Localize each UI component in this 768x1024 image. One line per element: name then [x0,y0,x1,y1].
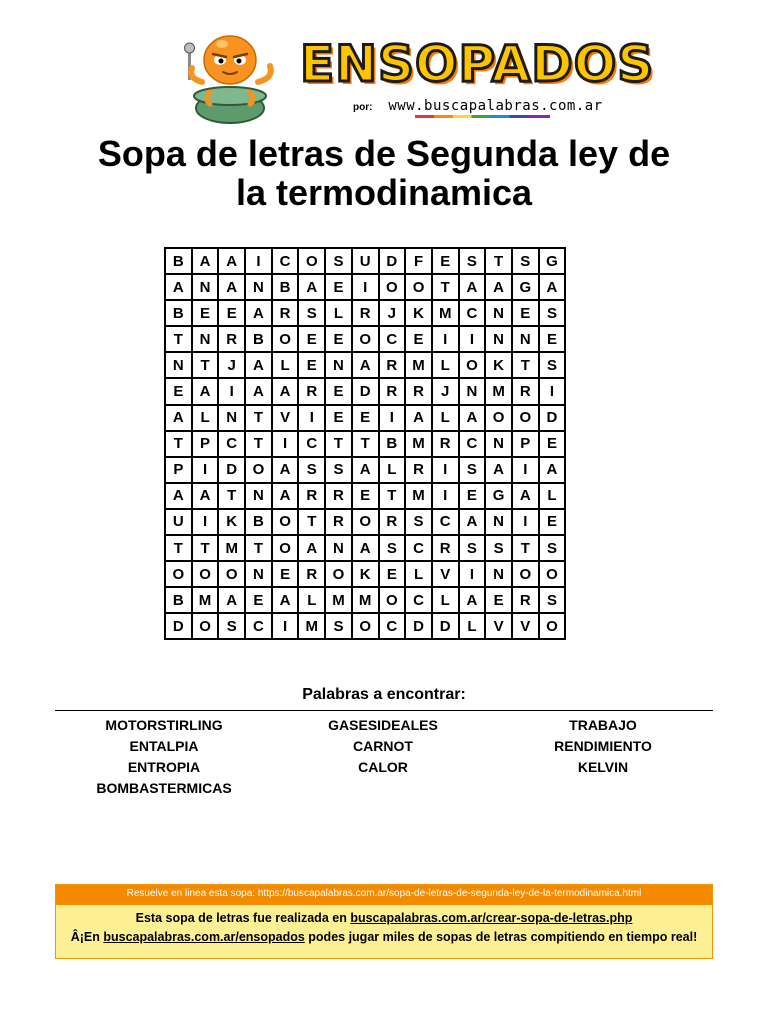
grid-cell[interactable]: J [432,378,459,404]
grid-cell[interactable]: S [298,457,325,483]
create-puzzle-link[interactable]: buscapalabras.com.ar/crear-sopa-de-letras.php [350,911,633,925]
grid-cell[interactable]: E [218,300,245,326]
grid-row [165,431,565,457]
grid-cell[interactable]: S [325,248,352,274]
grid-cell[interactable]: L [405,561,432,587]
grid-row [165,613,565,639]
grid-cell[interactable]: C [459,300,486,326]
grid-cell[interactable]: E [512,300,539,326]
grid-cell[interactable]: O [192,561,219,587]
grid-cell[interactable]: N [245,483,272,509]
grid-cell[interactable]: A [539,457,566,483]
words-heading: Palabras a encontrar: [302,686,466,703]
grid-cell[interactable]: S [539,300,566,326]
grid-cell[interactable]: L [192,405,219,431]
grid-cell[interactable]: E [539,326,566,352]
grid-cell[interactable]: T [245,405,272,431]
grid-cell[interactable]: I [298,405,325,431]
grid-cell[interactable]: M [485,378,512,404]
grid-cell[interactable]: M [352,587,379,613]
grid-cell[interactable]: M [192,587,219,613]
grid-row [165,248,565,274]
grid-cell[interactable]: S [459,457,486,483]
grid-cell[interactable]: T [379,483,406,509]
grid-cell[interactable]: A [459,405,486,431]
grid-cell[interactable]: O [325,561,352,587]
grid-cell[interactable]: D [218,457,245,483]
grid-cell[interactable]: E [432,248,459,274]
grid-cell[interactable]: L [379,457,406,483]
grid-cell[interactable]: N [485,509,512,535]
grid-cell[interactable]: R [432,535,459,561]
grid-cell[interactable]: I [218,378,245,404]
grid-cell[interactable]: R [512,587,539,613]
grid-cell[interactable]: O [298,248,325,274]
grid-cell[interactable]: O [272,326,299,352]
grid-cell[interactable]: R [405,457,432,483]
grid-cell[interactable]: L [432,405,459,431]
ensopados-header [180,30,655,125]
grid-cell[interactable]: S [539,535,566,561]
grid-cell[interactable]: E [298,326,325,352]
grid-cell[interactable]: O [539,561,566,587]
grid-cell[interactable]: T [165,535,192,561]
grid-cell[interactable]: S [459,535,486,561]
grid-cell[interactable]: A [298,274,325,300]
grid-cell[interactable]: I [245,248,272,274]
grid-cell[interactable]: I [192,457,219,483]
grid-cell[interactable]: E [539,431,566,457]
grid-cell[interactable]: R [432,431,459,457]
grid-cell[interactable]: S [298,300,325,326]
grid-cell[interactable]: O [352,326,379,352]
grid-cell[interactable]: A [539,274,566,300]
grid-cell[interactable]: G [512,274,539,300]
grid-cell[interactable]: A [485,274,512,300]
grid-cell[interactable]: E [539,509,566,535]
grid-cell[interactable]: E [405,326,432,352]
grid-cell[interactable]: T [192,352,219,378]
grid-row [165,535,565,561]
grid-cell[interactable]: C [459,431,486,457]
grid-cell[interactable]: J [218,352,245,378]
grid-cell[interactable]: K [485,352,512,378]
grid-cell[interactable]: R [379,352,406,378]
grid-cell[interactable]: K [352,561,379,587]
grid-cell[interactable]: E [379,561,406,587]
grid-cell[interactable]: B [245,509,272,535]
footer-ensopados-prefix: Â¡En [70,930,104,944]
grid-cell[interactable]: N [245,274,272,300]
grid-cell[interactable]: S [405,509,432,535]
grid-cell[interactable]: R [379,509,406,535]
grid-row [165,300,565,326]
grid-cell[interactable]: E [485,587,512,613]
footer-created-line [56,911,712,925]
grid-row [165,457,565,483]
grid-cell[interactable]: E [325,326,352,352]
grid-cell[interactable]: B [165,587,192,613]
footer-created-text: Esta sopa de letras fue realizada en [135,911,351,925]
grid-cell[interactable]: C [405,587,432,613]
word-item: CALOR [358,759,408,775]
grid-cell[interactable]: I [192,509,219,535]
grid-cell[interactable]: T [245,431,272,457]
grid-cell[interactable]: E [272,561,299,587]
grid-cell[interactable]: C [379,613,406,639]
word-item: BOMBASTERMICAS [96,780,232,796]
grid-cell[interactable]: V [272,405,299,431]
grid-cell[interactable]: A [459,274,486,300]
grid-cell[interactable]: A [245,378,272,404]
grid-cell[interactable]: M [405,483,432,509]
grid-cell[interactable]: V [485,613,512,639]
grid-cell[interactable]: E [325,378,352,404]
grid-cell[interactable]: C [272,248,299,274]
grid-cell[interactable]: C [245,613,272,639]
grid-cell[interactable]: L [539,483,566,509]
word-item: CARNOT [353,738,413,754]
grid-cell[interactable]: R [379,378,406,404]
grid-cell[interactable]: S [325,457,352,483]
grid-cell[interactable]: T [298,509,325,535]
grid-cell[interactable]: R [298,561,325,587]
grid-row [165,405,565,431]
grid-cell[interactable]: U [165,509,192,535]
grid-cell[interactable]: R [298,483,325,509]
page-title-line-2: la termodinamica [235,172,533,213]
grid-row [165,326,565,352]
grid-cell[interactable]: C [218,431,245,457]
word-item: KELVIN [577,759,629,775]
grid-cell[interactable]: L [432,352,459,378]
grid-cell[interactable]: E [352,405,379,431]
grid-cell[interactable]: L [325,300,352,326]
grid-cell[interactable]: T [512,535,539,561]
grid-cell[interactable]: M [405,352,432,378]
grid-cell[interactable]: A [352,457,379,483]
grid-cell[interactable]: I [539,378,566,404]
byline-prefix: por: [353,102,373,113]
grid-cell[interactable]: L [432,587,459,613]
grid-cell[interactable]: N [192,326,219,352]
grid-cell[interactable]: D [539,405,566,431]
grid-cell[interactable]: L [459,613,486,639]
grid-cell[interactable]: A [272,378,299,404]
ensopados-link[interactable]: buscapalabras.com.ar/ensopados [103,930,305,944]
grid-cell[interactable]: E [325,405,352,431]
grid-cell[interactable]: C [379,326,406,352]
word-item: MOTORSTIRLING [105,717,223,733]
grid-cell[interactable]: E [298,352,325,378]
footer-ensopados-line [56,930,712,944]
grid-cell[interactable]: O [245,457,272,483]
grid-cell[interactable]: I [272,613,299,639]
byline [353,97,603,114]
grid-cell[interactable]: N [325,535,352,561]
grid-cell[interactable]: V [512,613,539,639]
grid-cell[interactable]: A [192,378,219,404]
rainbow-underline [415,115,550,118]
grid-cell[interactable]: G [539,248,566,274]
grid-cell[interactable]: I [459,561,486,587]
grid-cell[interactable]: A [352,352,379,378]
grid-cell[interactable]: I [379,405,406,431]
grid-cell[interactable]: F [405,248,432,274]
word-item: TRABAJO [569,717,637,733]
grid-cell[interactable]: I [272,431,299,457]
grid-cell[interactable]: O [165,561,192,587]
grid-cell[interactable]: A [298,535,325,561]
grid-cell[interactable]: A [272,483,299,509]
grid-cell[interactable]: O [405,274,432,300]
grid-cell[interactable]: O [485,405,512,431]
grid-cell[interactable]: A [165,405,192,431]
grid-cell[interactable]: I [432,483,459,509]
grid-cell[interactable]: K [405,300,432,326]
grid-cell[interactable]: R [405,378,432,404]
word-item: GASESIDEALES [328,717,438,733]
grid-cell[interactable]: B [272,274,299,300]
grid-cell[interactable]: A [165,483,192,509]
grid-cell[interactable]: P [192,431,219,457]
grid-cell[interactable]: R [272,300,299,326]
grid-row [165,274,565,300]
grid-cell[interactable]: T [192,535,219,561]
page-title-line-1: Sopa de letras de Segunda ley de [97,133,671,174]
grid-cell[interactable]: J [379,300,406,326]
grid-cell[interactable]: A [405,405,432,431]
grid-cell[interactable]: N [218,405,245,431]
grid-cell[interactable]: S [539,587,566,613]
grid-cell[interactable]: R [325,483,352,509]
grid-cell[interactable]: S [539,352,566,378]
grid-cell[interactable]: B [245,326,272,352]
grid-row [165,352,565,378]
grid-cell[interactable]: D [405,613,432,639]
grid-cell[interactable]: N [512,326,539,352]
grid-cell[interactable]: V [432,561,459,587]
word-item: ENTROPIA [127,759,201,775]
grid-cell[interactable]: O [272,535,299,561]
grid-cell[interactable]: L [272,352,299,378]
grid-cell[interactable]: U [352,248,379,274]
ensopados-logo-text: ENSOPADOS [300,35,655,93]
grid-cell[interactable]: A [459,587,486,613]
grid-cell[interactable]: I [512,509,539,535]
grid-cell[interactable]: A [485,457,512,483]
grid-cell[interactable]: A [352,535,379,561]
byline-site: www.buscapalabras.com.ar [388,98,603,114]
grid-cell[interactable]: A [245,300,272,326]
grid-cell[interactable]: T [165,326,192,352]
grid-cell[interactable]: M [218,535,245,561]
grid-cell[interactable]: N [165,352,192,378]
grid-cell[interactable]: N [485,561,512,587]
grid-cell[interactable]: I [432,326,459,352]
grid-cell[interactable]: M [432,300,459,326]
grid-cell[interactable]: S [512,248,539,274]
grid-cell[interactable]: R [352,300,379,326]
grid-cell[interactable]: A [218,587,245,613]
grid-cell[interactable]: E [352,483,379,509]
grid-cell[interactable]: B [379,431,406,457]
grid-cell[interactable]: O [539,613,566,639]
grid-cell[interactable]: K [218,509,245,535]
grid-cell[interactable]: D [432,613,459,639]
grid-cell[interactable]: R [512,378,539,404]
grid-cell[interactable]: B [165,248,192,274]
grid-cell[interactable]: S [459,248,486,274]
grid-cell[interactable]: O [512,405,539,431]
grid-cell[interactable]: R [325,509,352,535]
grid-cell[interactable]: P [512,431,539,457]
grid-row [165,378,565,404]
word-item: ENTALPIA [129,738,199,754]
grid-cell[interactable]: E [325,274,352,300]
grid-cell[interactable]: A [165,274,192,300]
grid-cell[interactable]: N [485,300,512,326]
grid-cell[interactable]: O [459,352,486,378]
grid-cell[interactable]: T [512,352,539,378]
grid-cell[interactable]: T [165,431,192,457]
grid-cell[interactable]: D [165,613,192,639]
grid-cell[interactable]: E [245,587,272,613]
grid-cell[interactable]: A [192,483,219,509]
grid-cell[interactable]: T [352,431,379,457]
grid-cell[interactable]: A [272,457,299,483]
grid-cell[interactable]: T [432,274,459,300]
divider [55,710,713,711]
grid-cell[interactable]: O [352,613,379,639]
grid-cell[interactable]: T [218,483,245,509]
grid-cell[interactable]: O [379,274,406,300]
grid-cell[interactable]: N [485,431,512,457]
grid-cell[interactable]: D [352,378,379,404]
grid-cell[interactable]: N [245,561,272,587]
grid-cell[interactable]: G [485,483,512,509]
grid-cell[interactable]: B [165,300,192,326]
grid-cell[interactable]: S [325,613,352,639]
grid-cell[interactable]: R [298,378,325,404]
grid-cell[interactable]: O [218,561,245,587]
grid-cell[interactable]: T [325,431,352,457]
grid-cell[interactable]: T [245,535,272,561]
grid-cell[interactable]: A [459,509,486,535]
grid-cell[interactable]: S [485,535,512,561]
word-item: RENDIMIENTO [554,738,652,754]
grid-row [165,587,565,613]
grid-cell[interactable]: I [459,326,486,352]
octopus-mascot-icon [180,30,280,125]
grid-row [165,561,565,587]
grid-cell[interactable]: O [352,509,379,535]
grid-cell[interactable]: M [298,613,325,639]
word-search-grid [164,247,566,640]
grid-cell[interactable]: M [405,431,432,457]
grid-cell[interactable]: N [325,352,352,378]
grid-cell[interactable]: O [379,587,406,613]
grid-cell[interactable]: I [432,457,459,483]
grid-cell[interactable]: A [218,274,245,300]
grid-row [165,483,565,509]
grid-cell[interactable]: P [165,457,192,483]
footer-ensopados-suffix: podes jugar miles de sopas de letras compitiendo en tiempo real! [304,930,698,944]
grid-cell[interactable]: O [272,509,299,535]
grid-cell[interactable]: D [379,248,406,274]
grid-row [165,509,565,535]
grid-cell[interactable]: L [298,587,325,613]
grid-cell[interactable]: E [165,378,192,404]
grid-cell[interactable]: C [405,535,432,561]
grid-cell[interactable]: S [379,535,406,561]
grid-cell[interactable]: E [192,300,219,326]
grid-cell[interactable]: C [432,509,459,535]
grid-cell[interactable]: I [512,457,539,483]
grid-cell[interactable]: O [192,613,219,639]
grid-cell[interactable]: A [245,352,272,378]
grid-cell[interactable]: A [218,248,245,274]
grid-cell[interactable]: N [459,378,486,404]
grid-cell[interactable]: N [192,274,219,300]
grid-cell[interactable]: S [218,613,245,639]
online-solve-link[interactable]: Resuelve en linea esta sopa: https://buscapalabras.com.ar/sopa-de-letras-de-segunda-ley-de-la-termodinamica.html [56,885,712,905]
grid-cell[interactable]: T [485,248,512,274]
grid-cell[interactable]: I [352,274,379,300]
grid-cell[interactable]: A [192,248,219,274]
page-title [40,134,728,212]
grid-cell[interactable]: A [272,587,299,613]
footer-box [55,884,713,959]
grid-cell[interactable]: R [218,326,245,352]
grid-cell[interactable]: O [512,561,539,587]
grid-cell[interactable]: M [325,587,352,613]
grid-cell[interactable]: E [459,483,486,509]
grid-cell[interactable]: N [485,326,512,352]
grid-cell[interactable]: A [512,483,539,509]
grid-cell[interactable]: C [298,431,325,457]
